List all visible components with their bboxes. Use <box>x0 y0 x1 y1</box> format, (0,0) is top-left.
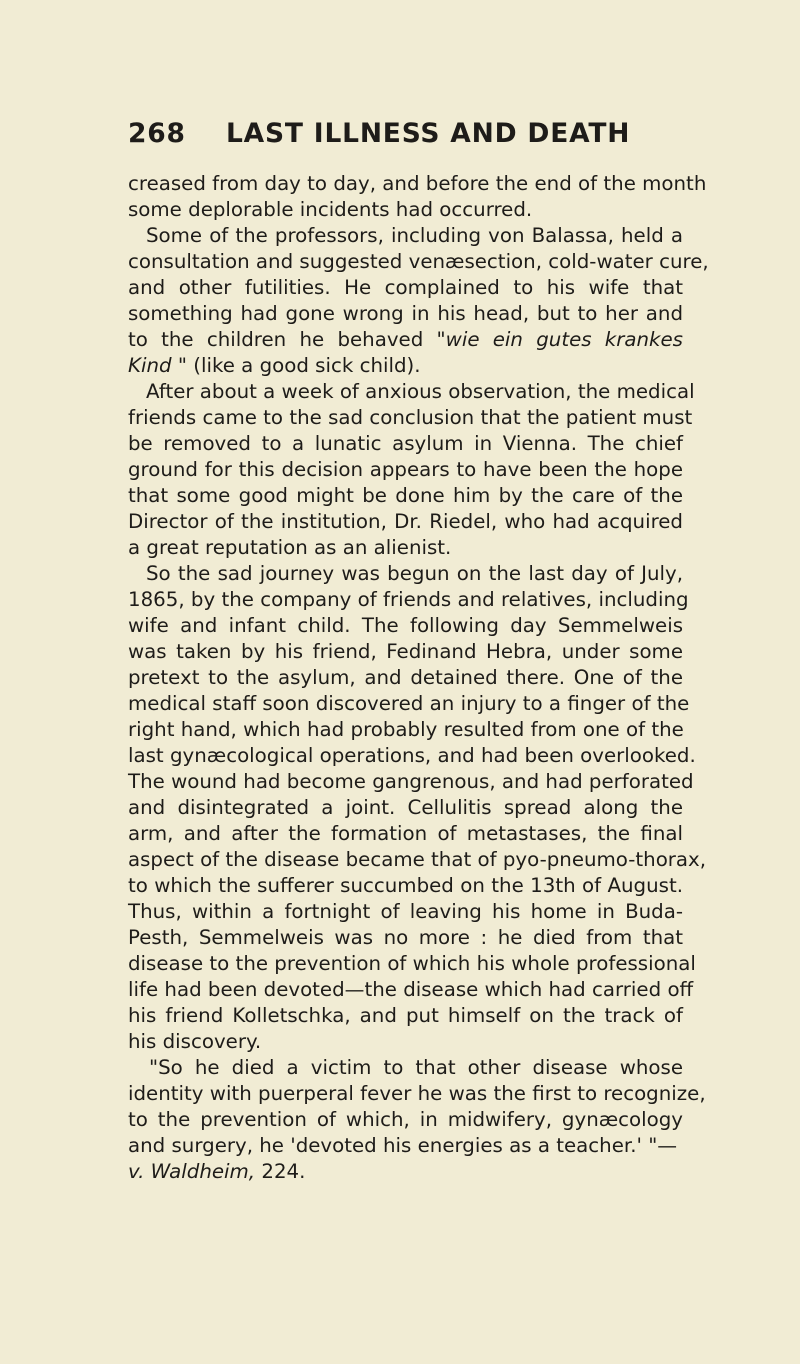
text-line: was taken by his friend, Fedinand Hebra, under some <box>128 640 683 663</box>
text-line: wife and infant child. The following day Semmelweis <box>128 614 683 637</box>
text-line: and other futilities. He complained to his wife that <box>128 276 683 299</box>
text-line <box>128 353 683 379</box>
text-line: a great reputation as an alienist. <box>128 536 452 559</box>
text-line: arm, and after the formation of metastases, the final <box>128 822 683 845</box>
text-line: pretext to the asylum, and detained there. One of the <box>128 666 683 689</box>
text-line: something had gone wrong in his head, but to her and <box>128 302 683 325</box>
text-line: Director of the institution, Dr. Riedel, who had acquired <box>128 510 683 533</box>
text-line: that some good might be done him by the care of the <box>128 484 683 507</box>
german-phrase-end: Kind " <box>128 354 187 377</box>
text-line: be removed to a lunatic asylum in Vienna. The chief <box>128 432 683 455</box>
citation-page: 224. <box>255 1160 306 1183</box>
translation: (like a good sick child). <box>186 354 421 377</box>
text-line: his discovery. <box>128 1030 262 1053</box>
citation-line <box>128 1159 683 1185</box>
german-phrase: "wie ein gutes krankes <box>436 328 683 351</box>
quote-line: "So he died a victim to that other disease whose <box>149 1056 683 1079</box>
page-header <box>128 118 688 158</box>
text-line: some deplorable incidents had occurred. <box>128 198 533 221</box>
text-line: life had been devoted—the disease which had carried off <box>128 978 694 1001</box>
citation-author: v. Waldheim, <box>128 1160 256 1183</box>
text-line: medical staff soon discovered an injury to a finger of the <box>128 692 690 715</box>
text-line: right hand, which had probably resulted from one of the <box>128 718 684 741</box>
text-line: consultation and suggested venæsection, cold-water cure, <box>128 250 709 273</box>
text-line: ground for this decision appears to have been the hope <box>128 458 683 481</box>
text-line: So the sad journey was begun on the last day of July, <box>146 562 683 585</box>
text-line: After about a week of anxious observation, the medical <box>146 380 695 403</box>
text-line: and disintegrated a joint. Cellulitis spread along the <box>128 796 683 819</box>
text-line: Thus, within a fortnight of leaving his home in Buda- <box>128 900 683 923</box>
text-line: to which the sufferer succumbed on the 13th of August. <box>128 874 683 897</box>
text-line: his friend Kolletschka, and put himself on the track of <box>128 1004 683 1027</box>
quote-line: to the prevention of which, in midwifery, gynæcology <box>128 1108 683 1131</box>
text-line: 1865, by the company of friends and relatives, including <box>128 588 689 611</box>
text-line: disease to the prevention of which his whole professional <box>128 952 696 975</box>
text-line: Pesth, Semmelweis was no more : he died from that <box>128 926 683 949</box>
text-line: last gynæcological operations, and had been overlooked. <box>128 744 696 767</box>
quote-line: identity with puerperal fever he was the first to recognize, <box>128 1082 706 1105</box>
text-line: creased from day to day, and before the end of the month <box>128 172 707 195</box>
running-title: LAST ILLNESS AND DEATH <box>226 118 631 149</box>
text-line: The wound had become gangrenous, and had perforated <box>128 770 694 793</box>
page-number: 268 <box>128 118 186 149</box>
text-line: aspect of the disease became that of pyo-pneumo-thorax, <box>128 848 707 871</box>
text-segment: to the children he behaved <box>128 328 424 351</box>
quote-line: and surgery, he 'devoted his energies as a teacher.' "— <box>128 1134 678 1157</box>
text-line: friends came to the sad conclusion that the patient must <box>128 406 693 429</box>
text-line <box>128 327 683 353</box>
text-line: Some of the professors, including von Balassa, held a <box>146 224 683 247</box>
